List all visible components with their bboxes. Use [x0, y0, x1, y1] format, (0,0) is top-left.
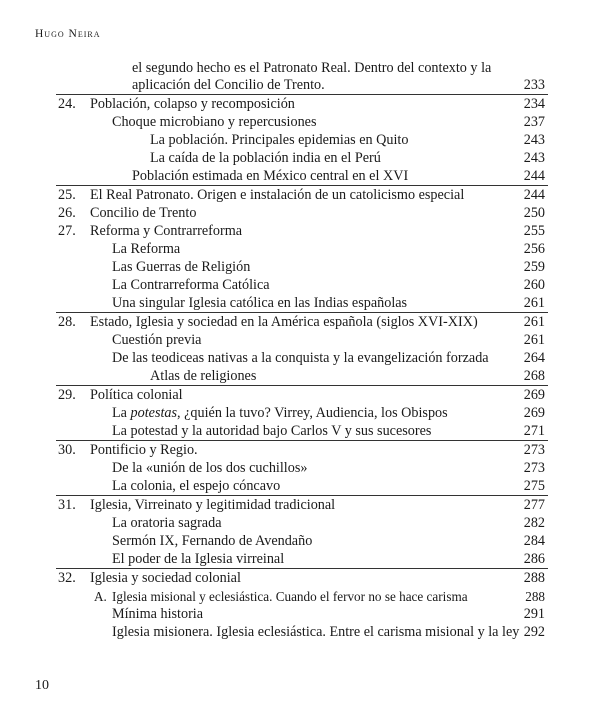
toc-entry	[0, 277, 600, 294]
toc-entry-page: 261	[523, 314, 545, 330]
toc-entry-title: Concilio de Trento	[90, 205, 197, 221]
toc-entry-number: 30.	[58, 442, 76, 458]
toc-entry-page: 256	[523, 241, 545, 257]
toc-entry-page: 244	[523, 168, 545, 184]
toc-entry-title: Sermón IX, Fernando de Avendaño	[112, 533, 313, 549]
toc-entry	[0, 460, 600, 477]
toc-entry-title: Las Guerras de Religión	[112, 259, 251, 275]
toc-entry-page: 243	[523, 132, 545, 148]
toc-entry-title: De las teodiceas nativas a la conquista y la evangelización forzada	[112, 350, 489, 366]
toc-entry-number: 24.	[58, 96, 76, 112]
table-of-contents	[0, 60, 600, 642]
toc-entry-page: 284	[523, 533, 545, 549]
toc-entry-page: 269	[523, 405, 545, 421]
toc-entry	[0, 387, 600, 404]
toc-entry	[0, 96, 600, 113]
toc-entry-page: 268	[523, 368, 545, 384]
toc-entry	[0, 423, 600, 440]
toc-entry	[0, 350, 600, 367]
toc-entry-number: 28.	[58, 314, 76, 330]
toc-entry	[0, 60, 600, 94]
toc-entry-title: Cuestión previa	[112, 332, 202, 348]
toc-entry-page: 292	[523, 624, 545, 640]
toc-entry-number: 29.	[58, 387, 76, 403]
toc-entry	[0, 295, 600, 312]
toc-entry-title: El Real Patronato. Origen e instalación de un catolicismo especial	[90, 187, 465, 203]
toc-entry-page: 291	[523, 606, 545, 622]
toc-entry	[0, 478, 600, 495]
toc-entry-page: 237	[523, 114, 545, 130]
toc-entry-page: 269	[523, 387, 545, 403]
toc-entry	[0, 332, 600, 349]
toc-entry	[0, 515, 600, 532]
toc-entry-title: Población estimada en México central en el XVI	[132, 168, 409, 184]
toc-entry	[0, 570, 600, 587]
toc-entry-title-part: La	[112, 405, 131, 421]
toc-entry-page: 244	[523, 187, 545, 203]
toc-entry-page: 234	[523, 96, 545, 112]
toc-entry-title: La Reforma	[112, 241, 181, 257]
toc-entry-number: 26.	[58, 205, 76, 221]
toc-entry-title: Atlas de religiones	[150, 368, 257, 384]
toc-entry-number: 25.	[58, 187, 76, 203]
toc-entry-title: Iglesia misionera. Iglesia eclesiástica. Entre el carisma misional y la ley	[112, 624, 520, 640]
toc-entry	[0, 442, 600, 459]
toc-entry-page: 286	[523, 551, 545, 567]
toc-entry	[0, 259, 600, 276]
divider	[56, 440, 548, 441]
toc-entry-title-part: , ¿quién la tuvo? Virrey, Audiencia, los Obispos	[177, 405, 448, 421]
toc-entry	[0, 132, 600, 149]
toc-entry	[0, 205, 600, 222]
toc-entry-page: 261	[523, 295, 545, 311]
toc-entry	[0, 241, 600, 258]
toc-entry-page: 273	[523, 442, 545, 458]
toc-entry-title: La caída de la población india en el Perú	[150, 150, 381, 166]
toc-entry-title: Iglesia, Virreinato y legitimidad tradicional	[90, 497, 336, 513]
toc-entry-number: A.	[94, 589, 107, 604]
toc-entry-number: 31.	[58, 497, 76, 513]
toc-entry-title: Política colonial	[90, 387, 183, 403]
toc-entry-title-italic: potestas	[130, 405, 178, 421]
toc-entry	[0, 187, 600, 204]
toc-entry-page: 264	[523, 350, 545, 366]
toc-entry-title: el segundo hecho es el Patronato Real. Dentro del contexto y la aplicación del Concilio de Trento.	[132, 60, 492, 93]
divider	[56, 185, 548, 186]
toc-entry-page: 260	[523, 277, 545, 293]
toc-entry-title: Pontificio y Regio.	[90, 442, 198, 458]
divider	[56, 312, 548, 313]
divider	[56, 94, 548, 95]
toc-entry-title: El poder de la Iglesia virreinal	[112, 551, 285, 567]
toc-entry	[0, 533, 600, 550]
toc-entry-title: Choque microbiano y repercusiones	[112, 114, 317, 130]
toc-entry-title: Una singular Iglesia católica en las Indias españolas	[112, 295, 408, 311]
toc-entry-title: La Contrarreforma Católica	[112, 277, 270, 293]
toc-entry-page: 271	[523, 423, 545, 439]
toc-entry-page: 255	[523, 223, 545, 239]
toc-entry-title: La población. Principales epidemias en Quito	[150, 132, 409, 148]
toc-entry-page: 277	[523, 497, 545, 513]
toc-entry-title: La oratoria sagrada	[112, 515, 222, 531]
toc-entry-title: Población, colapso y recomposición	[90, 96, 295, 112]
toc-entry	[0, 150, 600, 167]
toc-entry-page: 288	[523, 570, 545, 586]
toc-entry	[0, 114, 600, 131]
divider	[56, 495, 548, 496]
toc-entry-page: 233	[523, 77, 545, 93]
toc-entry-page: 273	[523, 460, 545, 476]
toc-entry-number: 27.	[58, 223, 76, 239]
toc-entry	[0, 606, 600, 623]
toc-entry-title	[112, 405, 448, 421]
toc-entry	[0, 497, 600, 514]
toc-entry-title: La potestad y la autoridad bajo Carlos V y sus sucesores	[112, 423, 432, 439]
toc-entry-title: La colonia, el espejo cóncavo	[112, 478, 281, 494]
toc-entry-page: 288	[525, 589, 545, 604]
running-header: Hugo Neira	[35, 28, 101, 40]
toc-entry	[0, 168, 600, 185]
toc-entry	[0, 223, 600, 240]
toc-entry-title: De la «unión de los dos cuchillos»	[112, 460, 308, 476]
toc-entry	[0, 624, 600, 641]
toc-entry-number: 32.	[58, 570, 76, 586]
toc-entry	[0, 588, 600, 605]
toc-entry	[0, 314, 600, 331]
toc-entry-title: Estado, Iglesia y sociedad en la América española (siglos XVI-XIX)	[90, 314, 478, 330]
page-number: 10	[35, 678, 49, 693]
toc-entry-title: Iglesia y sociedad colonial	[90, 570, 241, 586]
toc-entry-title: Mínima historia	[112, 606, 204, 622]
toc-entry-title: Reforma y Contrarreforma	[90, 223, 243, 239]
divider	[56, 385, 548, 386]
toc-entry-page: 282	[523, 515, 545, 531]
toc-entry-page: 275	[523, 478, 545, 494]
toc-entry-page: 243	[523, 150, 545, 166]
toc-entry	[0, 551, 600, 568]
toc-entry-page: 259	[523, 259, 545, 275]
toc-entry-title: Iglesia misional y eclesiástica. Cuando el fervor no se hace carisma	[112, 589, 468, 604]
toc-entry-page: 250	[523, 205, 545, 221]
divider	[56, 568, 548, 569]
toc-entry	[0, 405, 600, 422]
toc-entry-page: 261	[523, 332, 545, 348]
toc-entry	[0, 368, 600, 385]
